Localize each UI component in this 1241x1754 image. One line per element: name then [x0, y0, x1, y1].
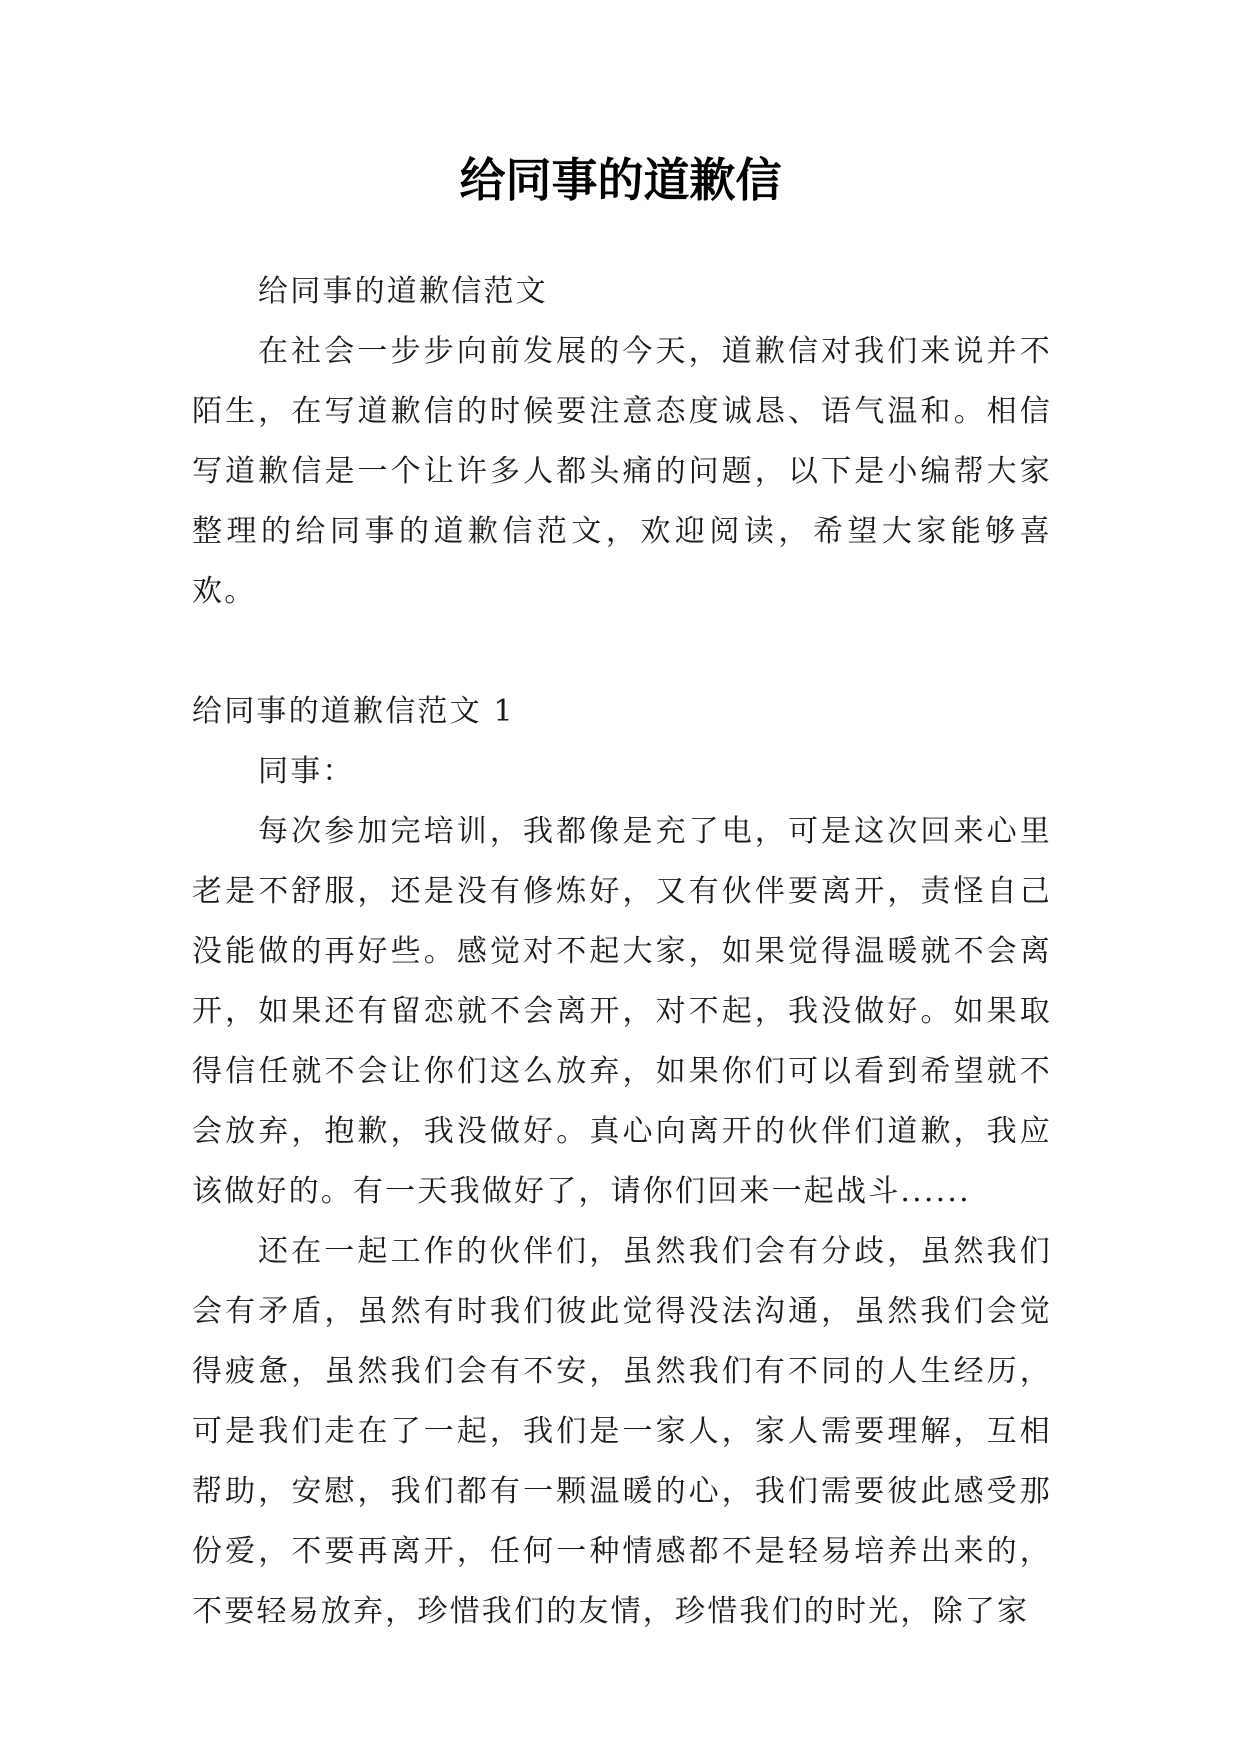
document-title: 给同事的道歉信 — [459, 153, 782, 207]
document-body — [192, 262, 1052, 1642]
intro-paragraph: 在社会一步步向前发展的今天，道歉信对我们来说并不陌生，在写道歉信的时候要注意态度诚恳、语气温和。相信写道歉信是一个让许多人都头痛的问题，以下是小编帮大家整理的给同事的道歉信范文，欢迎阅读，希望大家能够喜欢。 — [192, 334, 1052, 609]
body-paragraph: 每次参加完培训，我都像是充了电，可是这次回来心里老是不舒服，还是没有修炼好，又有伙伴要离开，责怪自己没能做的再好些。感觉对不起大家，如果觉得温暖就不会离开，如果还有留恋就不会离开，对不起，我没做好。如果取得信任就不会让你们这么放弃，如果你们可以看到希望就不会放弃，抱歉，我没做好。真心向离开的伙伴们道歉，我应该做好的。有一天我做好了，请你们回来一起战斗...... — [192, 814, 1052, 1209]
body-paragraph: 还在一起工作的伙伴们，虽然我们会有分歧，虽然我们会有矛盾，虽然有时我们彼此觉得没法沟通，虽然我们会觉得疲惫，虽然我们会有不安，虽然我们有不同的人生经历，可是我们走在了一起，我们是一家人，家人需要理解，互相帮助，安慰，我们都有一颗温暖的心，我们需要彼此感受那份爱，不要再离开，任何一种情感都不是轻易培养出来的，不要轻易放弃，珍惜我们的友情，珍惜我们的时光，除了家 — [192, 1234, 1052, 1629]
section-heading: 给同事的道歉信范文 1 — [192, 694, 515, 729]
salutation: 同事： — [258, 754, 355, 789]
subtitle-paragraph: 给同事的道歉信范文 — [258, 274, 548, 309]
